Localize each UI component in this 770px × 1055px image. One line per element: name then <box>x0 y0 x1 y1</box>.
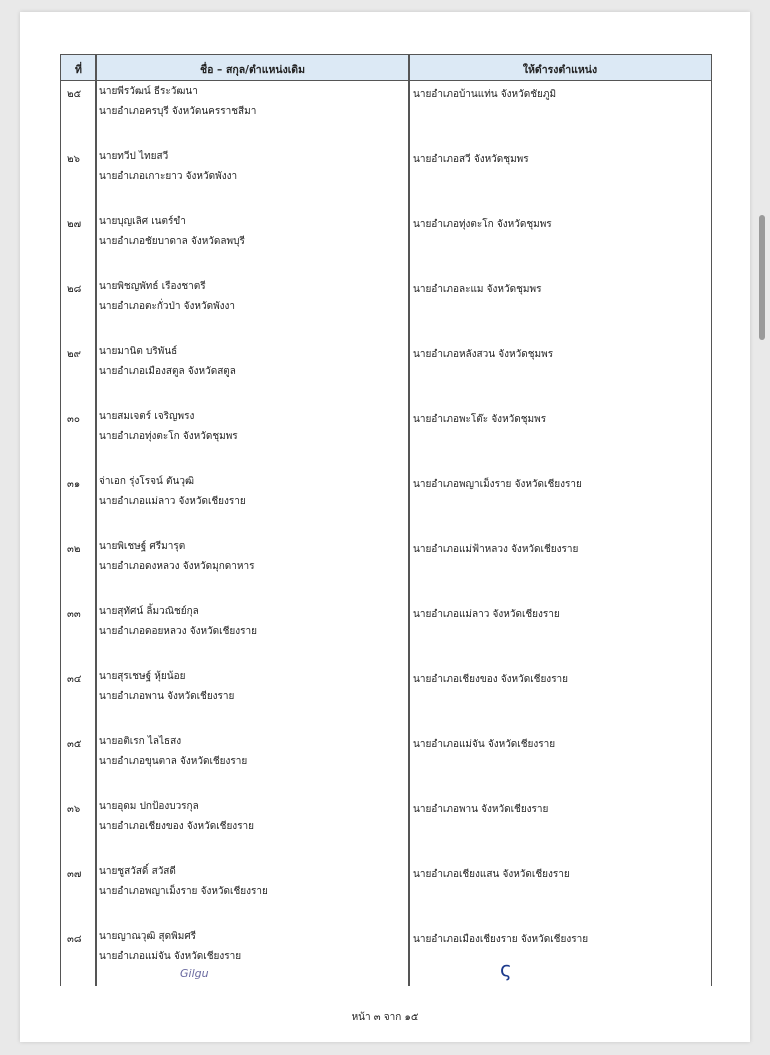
table-row <box>61 152 711 217</box>
new-position: นายอำเภอเชียงแสน จังหวัดเชียงราย <box>413 869 570 880</box>
new-position: นายอำเภอแม่ลาว จังหวัดเชียงราย <box>413 609 560 620</box>
table-row <box>61 217 711 282</box>
table-row <box>61 477 711 542</box>
name-old-position-cell <box>99 217 245 252</box>
old-position: นายอำเภอครบุรี จังหวัดนครราชสีมา <box>99 106 257 117</box>
person-name: นายพิเชษฐ์ ศรีมารุต <box>99 541 186 552</box>
new-position: นายอำเภอแม่จัน จังหวัดเชียงราย <box>413 739 556 750</box>
person-name: นายทวีป ไทยสวี <box>99 151 169 162</box>
name-old-position-cell <box>99 932 241 967</box>
new-position: นายอำเภอทุ่งตะโก จังหวัดชุมพร <box>413 219 552 230</box>
row-number: ๓๖ <box>67 804 81 815</box>
row-number: ๓๗ <box>67 869 82 880</box>
name-old-position-cell <box>99 477 246 512</box>
row-number: ๓๕ <box>67 739 82 750</box>
name-old-position-cell <box>99 87 256 122</box>
table-row <box>61 347 711 412</box>
row-number: ๒๗ <box>67 219 82 230</box>
new-position: นายอำเภอบ้านแท่น จังหวัดชัยภูมิ <box>413 89 557 100</box>
new-position: นายอำเภอเมืองเชียงราย จังหวัดเชียงราย <box>413 934 589 945</box>
name-old-position-cell <box>99 282 235 317</box>
person-name: นายพิชญพัทธ์ เรืองชาตรี <box>99 281 206 292</box>
table-row <box>61 737 711 802</box>
old-position: นายอำเภอเชียงของ จังหวัดเชียงราย <box>99 821 255 832</box>
name-old-position-cell <box>99 802 254 837</box>
page-number: หน้า ๓ จาก ๑๕ <box>351 1012 419 1023</box>
person-name: นายพีรวัฒน์ ธีระวัฒนา <box>99 86 198 97</box>
name-old-position-cell <box>99 737 247 772</box>
table-row <box>61 867 711 932</box>
person-name: นายสุรเชษฐ์ หุ้ยน้อย <box>99 671 186 682</box>
handwritten-initial: ς <box>500 957 512 981</box>
table-row <box>61 802 711 867</box>
table-row <box>61 412 711 477</box>
old-position: นายอำเภอดอยหลวง จังหวัดเชียงราย <box>99 626 257 637</box>
new-position: นายอำเภอพญาเม็งราย จังหวัดเชียงราย <box>413 479 582 490</box>
name-old-position-cell <box>99 152 237 187</box>
person-name: นายชูสวัสดิ์ สวัสดี <box>99 866 176 877</box>
person-name: นายญาณวุฒิ สุดพิมศรี <box>99 931 197 942</box>
document-page <box>20 12 750 1042</box>
old-position: นายอำเภอตะกั่วป่า จังหวัดพังงา <box>99 301 236 312</box>
table-row <box>61 542 711 607</box>
name-old-position-cell <box>99 607 257 642</box>
old-position: นายอำเภอพาน จังหวัดเชียงราย <box>99 691 235 702</box>
old-position: นายอำเภอเมืองสตูล จังหวัดสตูล <box>99 366 236 377</box>
table-row <box>61 607 711 672</box>
old-position: นายอำเภอเกาะยาว จังหวัดพังงา <box>99 171 238 182</box>
old-position: นายอำเภอทุ่งตะโก จังหวัดชุมพร <box>99 431 238 442</box>
new-position: นายอำเภอหลังสวน จังหวัดชุมพร <box>413 349 554 360</box>
person-name: นายสุทัศน์ ลิ้มวณิชย์กุล <box>99 606 199 617</box>
old-position: นายอำเภอดงหลวง จังหวัดมุกดาหาร <box>99 561 255 572</box>
new-position: นายอำเภอพาน จังหวัดเชียงราย <box>413 804 549 815</box>
row-number: ๓๔ <box>67 674 82 685</box>
new-position: นายอำเภอแม่ฟ้าหลวง จังหวัดเชียงราย <box>413 544 579 555</box>
table-row <box>61 87 711 152</box>
row-number: ๒๙ <box>67 349 81 360</box>
row-number: ๓๐ <box>67 414 80 425</box>
row-number: ๒๘ <box>67 284 82 295</box>
person-name: จ่าเอก รุ่งโรจน์ ตันวุฒิ <box>99 476 194 487</box>
table-header <box>61 54 711 81</box>
old-position: นายอำเภอแม่ลาว จังหวัดเชียงราย <box>99 496 246 507</box>
person-name: นายอติเรก ไลไธสง <box>99 736 182 747</box>
name-old-position-cell <box>99 542 255 577</box>
header-name-old-position: ชื่อ – สกุล/ตำแหน่งเดิม <box>199 64 306 76</box>
table-row <box>61 672 711 737</box>
table-row <box>61 282 711 347</box>
new-position: นายอำเภอพะโต๊ะ จังหวัดชุมพร <box>413 414 547 425</box>
new-position: นายอำเภอสวี จังหวัดชุมพร <box>413 154 529 165</box>
row-number: ๓๘ <box>67 934 82 945</box>
name-old-position-cell <box>99 347 236 382</box>
new-position: นายอำเภอเชียงของ จังหวัดเชียงราย <box>413 674 569 685</box>
name-old-position-cell <box>99 672 234 707</box>
person-name: นายอุดม ปกป้องบวรกุล <box>99 801 199 812</box>
row-number: ๒๕ <box>67 89 82 100</box>
name-old-position-cell <box>99 867 268 902</box>
row-number: ๓๒ <box>67 544 81 555</box>
table-row <box>61 932 711 997</box>
row-number: ๓๑ <box>67 479 81 490</box>
row-number: ๒๖ <box>67 154 80 165</box>
old-position: นายอำเภอพญาเม็งราย จังหวัดเชียงราย <box>99 886 268 897</box>
person-name: นายสมเจตร์ เจริญพรง <box>99 411 195 422</box>
name-old-position-cell <box>99 412 238 447</box>
new-position: นายอำเภอละแม จังหวัดชุมพร <box>413 284 542 295</box>
header-number: ที่ <box>75 64 82 76</box>
appointment-table <box>60 54 712 986</box>
row-number: ๓๓ <box>67 609 81 620</box>
handwritten-signature: Gilgu <box>180 967 209 980</box>
old-position: นายอำเภอแม่จัน จังหวัดเชียงราย <box>99 951 242 962</box>
person-name: นายบุญเลิศ เนตร์ขำ <box>99 216 186 227</box>
old-position: นายอำเภอขุนตาล จังหวัดเชียงราย <box>99 756 248 767</box>
old-position: นายอำเภอชัยบาดาล จังหวัดลพบุรี <box>99 236 245 247</box>
scrollbar[interactable] <box>759 215 765 340</box>
person-name: นายมานิต บริพันธ์ <box>99 346 178 357</box>
header-new-position: ให้ดำรงตำแหน่ง <box>522 64 598 76</box>
